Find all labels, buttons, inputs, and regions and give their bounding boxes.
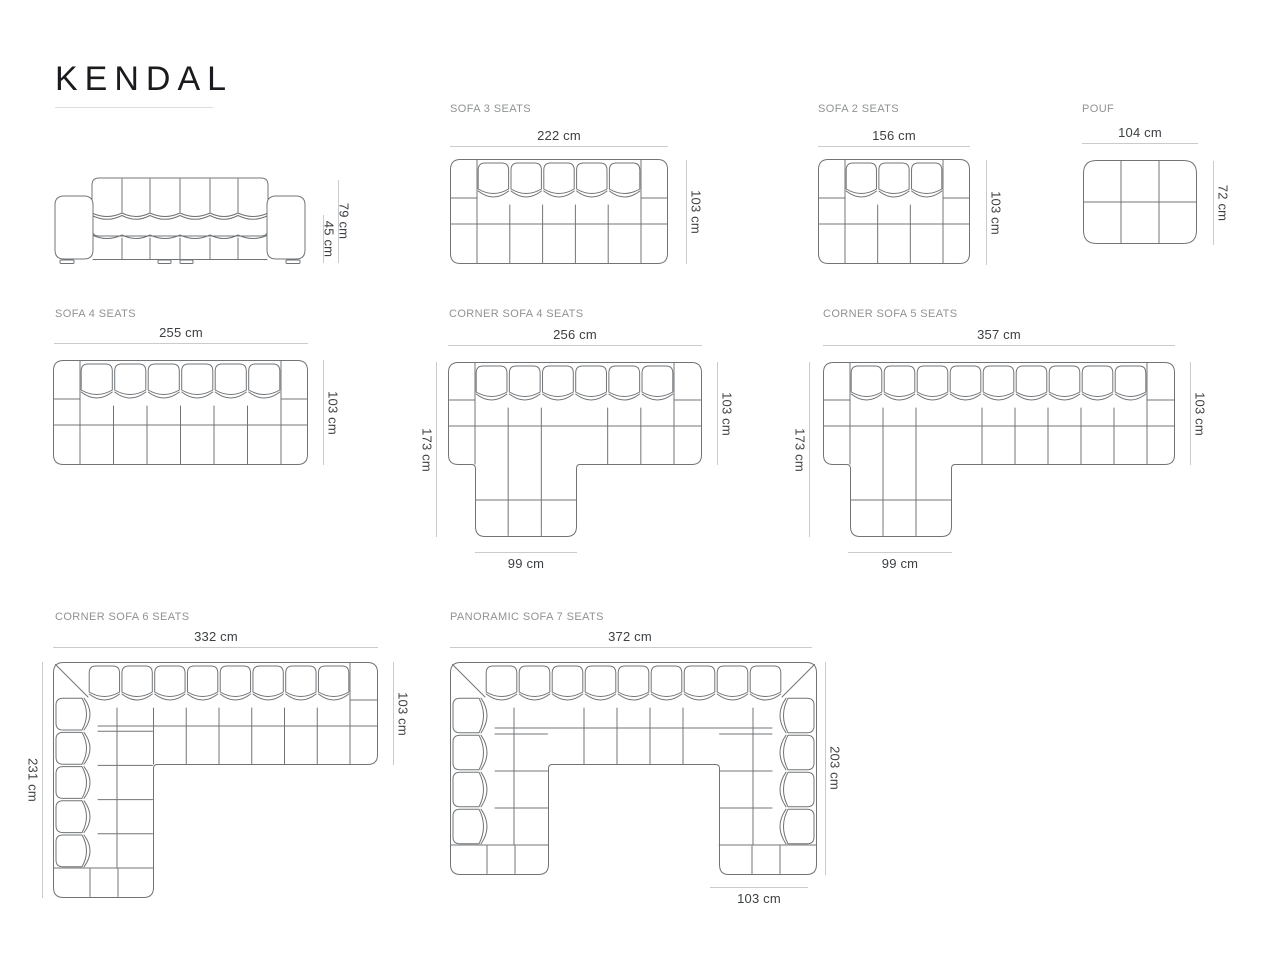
- dim-value-width: 256 cm: [553, 327, 597, 342]
- dim-line-chaise-width: [475, 552, 577, 553]
- dim-value-width: 255 cm: [159, 325, 203, 340]
- section-label-corner-sofa-4-seats: CORNER SOFA 4 SEATS: [449, 308, 584, 320]
- dim-line-width: [818, 146, 970, 147]
- dim-line-total-depth: [42, 662, 43, 898]
- dim-value-total-depth: 231 cm: [25, 758, 41, 802]
- sofa-4-seats-top-view-drawing: [53, 360, 308, 465]
- section-label-corner-sofa-6-seats: CORNER SOFA 6 SEATS: [55, 611, 190, 623]
- dim-line-total-depth: [436, 362, 437, 537]
- dim-line-width: [448, 345, 702, 346]
- section-label-panoramic-sofa-7-seats: PANORAMIC SOFA 7 SEATS: [450, 611, 604, 623]
- corner-sofa-5-seats-top-view-drawing: [823, 362, 1175, 537]
- dim-value-chaise-width: 99 cm: [881, 556, 919, 571]
- dim-value-width: 357 cm: [977, 327, 1021, 342]
- dim-line-depth: [717, 362, 718, 465]
- dim-value-seat-height: 45 cm: [321, 220, 337, 258]
- dim-line-height: [1213, 161, 1214, 245]
- section-label-sofa-4-seats: SOFA 4 SEATS: [55, 308, 137, 320]
- dim-value-depth: 103 cm: [719, 392, 735, 436]
- dim-line-width: [823, 345, 1175, 346]
- dim-value-width: 104 cm: [1118, 125, 1162, 140]
- dim-value-chaise-width: 99 cm: [507, 556, 545, 571]
- dim-line-depth: [686, 160, 687, 264]
- panoramic-sofa-7-seats-top-view-drawing: [450, 662, 817, 875]
- dim-value-leg-width: 103 cm: [737, 891, 781, 906]
- dim-line-width: [450, 647, 812, 648]
- brand-title: KENDAL: [55, 60, 234, 98]
- dim-value-height: 79 cm: [336, 202, 352, 240]
- dim-value-width: 222 cm: [537, 128, 581, 143]
- sofa-3-seats-top-view-drawing: [450, 159, 668, 264]
- dim-line-depth: [825, 662, 826, 875]
- section-label-corner-sofa-5-seats: CORNER SOFA 5 SEATS: [823, 308, 958, 320]
- dim-line-depth: [986, 160, 987, 265]
- dim-line-width: [1082, 143, 1198, 144]
- dim-line-depth: [323, 360, 324, 465]
- dim-line-width: [450, 146, 668, 147]
- sofa-2-seats-top-view-drawing: [818, 159, 970, 264]
- dim-line-width: [54, 343, 308, 344]
- brand-underline: [55, 107, 213, 108]
- dim-value-depth: 103 cm: [1192, 392, 1208, 436]
- corner-sofa-6-seats-top-view-drawing: [53, 662, 378, 898]
- dim-line-depth: [1190, 362, 1191, 465]
- dim-value-width: 156 cm: [872, 128, 916, 143]
- corner-sofa-4-seats-top-view-drawing: [448, 362, 702, 537]
- dim-value-depth: 103 cm: [325, 391, 341, 435]
- dim-value-total-depth: 173 cm: [419, 428, 435, 472]
- section-label-pouf: POUF: [1082, 103, 1115, 115]
- dim-line-total-depth: [809, 362, 810, 537]
- sofa-front-view-drawing: [52, 172, 308, 266]
- section-label-sofa-2-seats: SOFA 2 SEATS: [818, 103, 900, 115]
- pouf-top-view-drawing: [1083, 160, 1197, 244]
- dim-line-width: [53, 647, 378, 648]
- dim-line-depth: [393, 662, 394, 765]
- dim-value-height: 72 cm: [1215, 184, 1231, 222]
- dim-value-depth: 203 cm: [827, 746, 843, 790]
- dim-value-total-depth: 173 cm: [792, 428, 808, 472]
- dim-value-width: 332 cm: [194, 629, 238, 644]
- dim-value-depth: 103 cm: [688, 190, 704, 234]
- dim-line-leg-width: [710, 887, 808, 888]
- dim-value-width: 372 cm: [608, 629, 652, 644]
- dim-line-chaise-width: [848, 552, 952, 553]
- dim-value-depth: 103 cm: [395, 692, 411, 736]
- dim-value-depth: 103 cm: [988, 191, 1004, 235]
- section-label-sofa-3-seats: SOFA 3 SEATS: [450, 103, 532, 115]
